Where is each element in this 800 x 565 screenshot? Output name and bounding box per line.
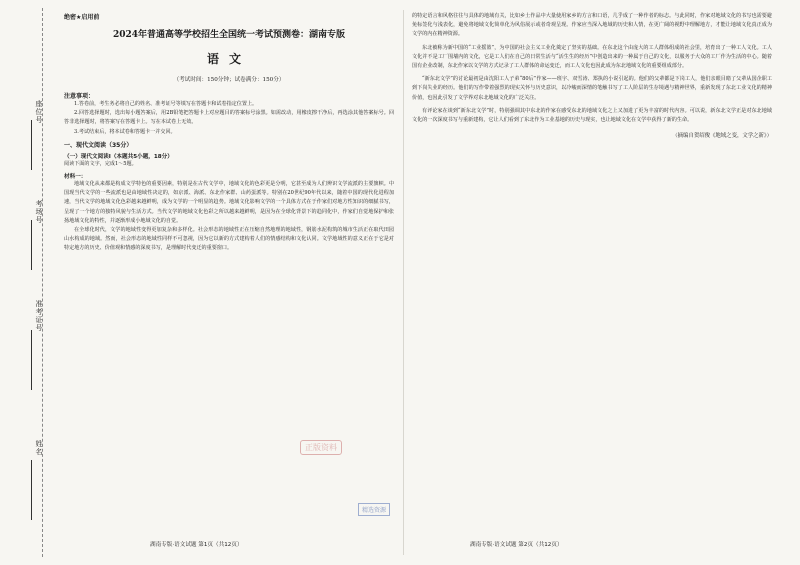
stamp-logo: 精选资源	[358, 503, 390, 516]
paragraph: 有评论家在谈到“新东北文学”时，特别强调其中东北的作家在感受东北的地域文化之上又加进了更为丰富的时代内容。可以说，新东北文学正是对东北地域文化的一次深度书写与重新建构，它让人们看到了东北作为工业基地的历史与现实，也让地域文化在文学中获得了新的生命。	[412, 107, 772, 124]
paragraph: 的特定语言和风格往往与具体的地域有关，比如乡土作品中大量使用家乡的方言和口语，几乎成了一种作者的标志。与此同时，作家对地域文化的书写也需要避免标签化与浅表化，避免将地域文化简单化为风俗展示或者奇观呈现。作家应当深入地域的历史和人情，在更广阔的视野中理解地方，才能让地域文化真正成为文学的内在精神资源。	[412, 13, 772, 38]
paragraph: 东北被称为新中国的“工业摇篮”，为中国的社会主义工业化奠定了坚实的基础。在东北这个由庞大的工人群体组成的社会里，培育出了一种工人文化。工人文化并不是工厂围墙内的文化，它是工人们在自己的日常生活与“活生生的经历”中创造出来的一种属于自己的文化，以服务于大众的工厂作为生活的中心。随着国有企业改制，东北作家以文学的方式记录了工人群体的命运变迁，而工人文化也因此成为东北地域文化的重要组成部分。	[412, 44, 772, 70]
paragraph: 地域文化从来都是构成文学特色的重要因素，特别是在古代文学中，地域文化的色彩更是分明，它甚至成为人们辨识文学流派的主要旗帜。中国现当代文学的一些流派也是由地域性决定的，如京派、海派、东北作家群、山药蛋派等。特别在20世纪90年代以来，随着中国的现代化进程加速，当代文学的地域文化色彩越来越鲜明，成为文学的一个明显的趋势。地域文化影响文学的一个具体方式在于作家们对地方性知识的细腻书写，呈现了一个地方的独特风貌与生活方式。当代文学的地域文化色彩之所以越来越鲜明，是因为在全球化背景下的趋同化中，作家们自觉地保护和张扬地域文化的特性，并逐渐形成小地域文化的自觉。	[64, 181, 394, 224]
exam-title: 2024年普通高等学校招生全国统一考试预测卷：湖南专版	[112, 30, 346, 40]
name-field[interactable]	[31, 460, 32, 520]
admission-ticket-field[interactable]	[31, 330, 32, 390]
exam-info: （考试时间：150分钟；试卷满分：150分）	[173, 77, 285, 83]
reading-instruction: 阅读下面的文字，完成1～5题。	[64, 160, 137, 167]
watermark-logo: 正版资料	[300, 440, 342, 455]
secret-mark: 绝密★启用前	[64, 14, 100, 21]
material-label: 材料一：	[64, 174, 87, 181]
subject-title: 语文	[206, 52, 251, 66]
notice-item: 3.考试结束后，将本试卷和答题卡一并交回。	[74, 128, 176, 135]
subsection-heading: （一）现代文阅读Ⅰ（本题共5小题，18分）	[64, 153, 173, 160]
notice-item: 2.回答选择题时，选出每小题答案后，用2B铅笔把答题卡上对应题目的答案标号涂黑。如需改动，用橡皮擦干净后，再选涂其他答案标号。回答非选择题时，将答案写在答题卡上。写在本试卷上无效。	[64, 110, 394, 126]
section-heading: 一、现代文阅读（35分）	[64, 141, 133, 149]
source-citation: （摘编自贺绍俊《地域之变，文学之新》）	[672, 133, 772, 140]
paragraph: “新东北文学”的讨论最初是由沈阳工人子弟“80后”作家——班宇、双雪涛、郑执的小说引起的。他们的父辈都是下岗工人，他们亲眼目睹了父辈从国企职工到下岗失业的经历。他们的写作带着强烈的现实关怀与历史意识，以冷峻而深情的笔触书写了工人阶层的生存境遇与精神世界，重新发现了东北工业文化的精神价值，也因此引发了文学界对东北地域文化的广泛关注。	[412, 76, 772, 101]
notice-item: 1.答卷前，考生务必将自己的姓名、准考证号等填写在答题卡和试卷指定位置上。	[74, 101, 258, 107]
name-label: 姓名	[35, 440, 43, 456]
seat-number-field[interactable]	[31, 120, 32, 170]
left-column	[64, 12, 394, 557]
seat-number-label: 座位号	[35, 100, 43, 124]
page-divider	[403, 10, 404, 555]
notice-heading: 注意事项：	[64, 93, 95, 100]
right-column	[412, 12, 772, 557]
binding-gutter	[0, 0, 56, 565]
footer-left: 湖南专版·语文试题 第1页（共12页）	[150, 542, 243, 548]
fold-line	[42, 8, 43, 557]
exam-room-field[interactable]	[31, 220, 32, 270]
paragraph: 在全球化时代，文学的地域性变得更加复杂和多样化。社会形态的地域性正在压缩自然地理的地域性，钢筋水泥构筑的城市生活正在取代田园山水构成的地域。然而，社会形态的地域性同样不可忽视，因为它以新的方式建构着人们的情感结构和文化认同。文学地域性的意义正在于它是对特定地方的历史、价值观和情感的深度书写，是理解时代变迁的重要窗口。	[64, 227, 394, 252]
exam-room-label: 考场号	[35, 200, 43, 224]
admission-ticket-label: 准考证号	[35, 300, 43, 332]
footer-right: 湖南专版·语文试题 第2页（共12页）	[470, 542, 563, 548]
